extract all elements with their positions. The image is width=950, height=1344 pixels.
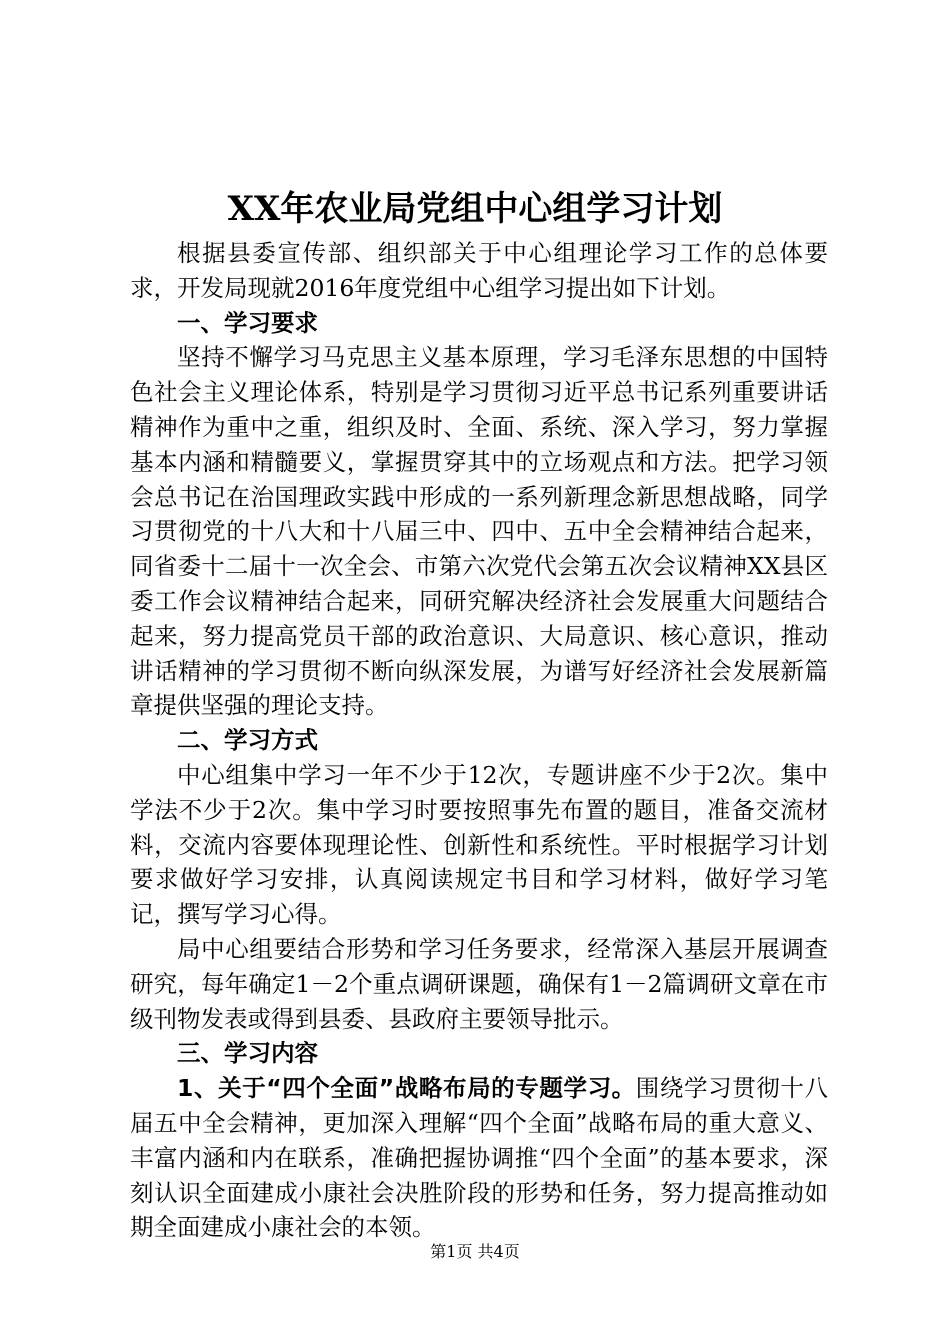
section-2-paragraph-2: 局中心组要结合形势和学习任务要求，经常深入基层开展调查研究，每年确定1－2个重点调研课题，确保有1－2篇调研文章在市级刊物发表或得到县委、县政府主要领导批示。: [130, 934, 828, 1033]
section-1-paragraph: 坚持不懈学习马克思主义基本原理，学习毛泽东思想的中国特色社会主义理论体系，特别是学习贯彻习近平总书记系列重要讲话精神作为重中之重，组织及时、全面、系统、深入学习，努力掌握基本内涵和精髓要义，掌握贯穿其中的立场观点和方法。把学习领会总书记在治国理政实践中形成的一系列新理念新思想战略，同学习贯彻党的十八大和十八届三中、四中、五中全会精神结合起来，同省委十二届十一次全会、市第六次党代会第五次会议精神XX县区委工作会议精神结合起来，同研究解决经济社会发展重大问题结合起来，努力提高党员干部的政治意识、大局意识、核心意识，推动讲话精神的学习贯彻不断向纵深发展，为谱写好经济社会发展新篇章提供坚强的理论支持。: [130, 343, 828, 720]
page-footer: 第1页 共4页: [430, 1242, 520, 1261]
section-3-item-1-lead: 1、关于“四个全面”战略布局的专题学习。: [177, 1074, 636, 1103]
section-3-item-1: [130, 1071, 828, 1245]
intro-paragraph: 根据县委宣传部、组织部关于中心组理论学习工作的总体要求，开发局现就2016年度党组中心组学习提出如下计划。: [130, 239, 828, 302]
section-3-heading: 三、学习内容: [177, 1039, 318, 1068]
section-2-heading: 二、学习方式: [177, 726, 318, 755]
section-1-heading: 一、学习要求: [177, 308, 318, 337]
document-body: [130, 236, 828, 1245]
section-2-paragraph-1: 中心组集中学习一年不少于12次，专题讲座不少于2次。集中学法不少于2次。集中学习时要按照事先布置的题目，准备交流材料，交流内容要体现理论性、创新性和系统性。平时根据学习计划要求做好学习安排，认真阅读规定书目和学习材料，做好学习笔记，撰写学习心得。: [130, 760, 828, 929]
section-3-item-1-text: 围绕学习贯彻十八届五中全会精神，更加深入理解“四个全面”战略布局的重大意义、丰富内涵和内在联系，准确把握协调推“四个全面”的基本要求，深刻认识全面建成小康社会决胜阶段的形势和任务，努力提高推动如期全面建成小康社会的本领。: [130, 1074, 828, 1242]
document-title: XX年农业局党组中心组学习计划: [227, 189, 723, 229]
